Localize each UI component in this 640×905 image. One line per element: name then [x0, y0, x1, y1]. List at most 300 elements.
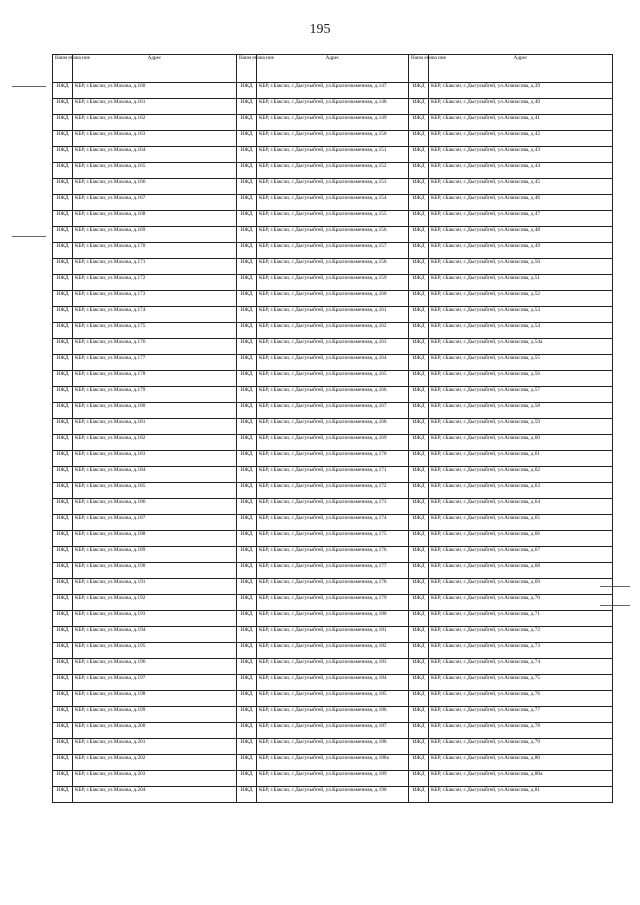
building-type-cell: ИЖД	[237, 163, 257, 179]
table-row	[53, 275, 613, 291]
address-cell: КБР, г.Баксан, с.Дыгулыбгей, ул.Краснознаменная, д.151	[257, 147, 409, 163]
building-type-cell: ИЖД	[409, 307, 429, 323]
building-type-cell: ИЖД	[409, 355, 429, 371]
building-type-cell: ИЖД	[237, 435, 257, 451]
address-cell: КБР, г.Баксан, ул.Махова, д.179	[73, 387, 237, 403]
address-cell: КБР, г.Баксан, ул.Махова, д.186	[73, 499, 237, 515]
building-type-cell: ИЖД	[53, 483, 73, 499]
building-type-cell: ИЖД	[53, 387, 73, 403]
table-row	[53, 723, 613, 739]
building-type-cell: ИЖД	[409, 387, 429, 403]
building-type-cell: ИЖД	[409, 83, 429, 99]
address-cell: КБР, г.Баксан, с.Дыгулыбгей, ул.Апанасова, д.80а	[429, 771, 613, 787]
type-header: Наим енова ние	[409, 55, 429, 83]
address-cell: КБР, г.Баксан, с.Дыгулыбгей, ул.Апанасова, д.58	[429, 403, 613, 419]
building-type-cell: ИЖД	[237, 675, 257, 691]
address-cell: КБР, г.Баксан, с.Дыгулыбгей, ул.Краснознаменная, д.152	[257, 163, 409, 179]
building-type-cell: ИЖД	[53, 723, 73, 739]
building-type-cell: ИЖД	[237, 307, 257, 323]
address-cell: КБР, г.Баксан, ул.Махова, д.172	[73, 275, 237, 291]
address-cell: КБР, г.Баксан, с.Дыгулыбгей, ул.Апанасова, д.60	[429, 435, 613, 451]
building-type-cell: ИЖД	[409, 403, 429, 419]
building-type-cell: ИЖД	[237, 611, 257, 627]
address-cell: КБР, г.Баксан, с.Дыгулыбгей, ул.Краснознаменная, д.178	[257, 579, 409, 595]
building-type-cell: ИЖД	[237, 467, 257, 483]
address-cell: КБР, г.Баксан, с.Дыгулыбгей, ул.Краснознаменная, д.159	[257, 275, 409, 291]
address-cell: КБР, г.Баксан, ул.Махова, д.203	[73, 771, 237, 787]
address-cell: КБР, г.Баксан, с.Дыгулыбгей, ул.Краснознаменная, д.157	[257, 243, 409, 259]
address-cell: КБР, г.Баксан, ул.Махова, д.192	[73, 595, 237, 611]
address-cell: КБР, г.Баксан, с.Дыгулыбгей, ул.Краснознаменная, д.181	[257, 627, 409, 643]
address-cell: КБР, г.Баксан, ул.Махова, д.166	[73, 179, 237, 195]
building-type-cell: ИЖД	[409, 259, 429, 275]
table-row	[53, 787, 613, 803]
building-type-cell: ИЖД	[237, 499, 257, 515]
address-cell: КБР, г.Баксан, с.Дыгулыбгей, ул.Краснознаменная, д.188	[257, 739, 409, 755]
address-cell: КБР, г.Баксан, с.Дыгулыбгей, ул.Апанасова, д.62	[429, 467, 613, 483]
address-cell: КБР, г.Баксан, ул.Махова, д.200	[73, 723, 237, 739]
address-cell: КБР, г.Баксан, с.Дыгулыбгей, ул.Апанасова, д.69	[429, 579, 613, 595]
building-type-cell: ИЖД	[237, 371, 257, 387]
building-type-cell: ИЖД	[237, 579, 257, 595]
address-cell: КБР, г.Баксан, с.Дыгулыбгей, ул.Краснознаменная, д.187	[257, 723, 409, 739]
building-type-cell: ИЖД	[237, 659, 257, 675]
address-cell: КБР, г.Баксан, ул.Махова, д.195	[73, 643, 237, 659]
building-type-cell: ИЖД	[53, 627, 73, 643]
building-type-cell: ИЖД	[53, 451, 73, 467]
address-cell: КБР, г.Баксан, с.Дыгулыбгей, ул.Краснознаменная, д.153	[257, 179, 409, 195]
table-row	[53, 643, 613, 659]
type-header: Наим енова ние	[53, 55, 73, 83]
building-type-cell: ИЖД	[409, 227, 429, 243]
table-row	[53, 179, 613, 195]
address-cell: КБР, г.Баксан, с.Дыгулыбгей, ул.Апанасова, д.43	[429, 147, 613, 163]
building-type-cell: ИЖД	[237, 259, 257, 275]
building-type-cell: ИЖД	[237, 787, 257, 803]
table-row	[53, 83, 613, 99]
building-type-cell: ИЖД	[409, 691, 429, 707]
building-type-cell: ИЖД	[409, 611, 429, 627]
table-row	[53, 579, 613, 595]
building-type-cell: ИЖД	[237, 547, 257, 563]
address-cell: КБР, г.Баксан, с.Дыгулыбгей, ул.Краснознаменная, д.179	[257, 595, 409, 611]
address-cell: КБР, г.Баксан, ул.Махова, д.164	[73, 147, 237, 163]
page-number: 195	[309, 22, 331, 37]
building-type-cell: ИЖД	[53, 243, 73, 259]
building-type-cell: ИЖД	[237, 707, 257, 723]
building-type-cell: ИЖД	[53, 371, 73, 387]
address-cell: КБР, г.Баксан, ул.Махова, д.180	[73, 403, 237, 419]
building-type-cell: ИЖД	[53, 643, 73, 659]
address-cell: КБР, г.Баксан, с.Дыгулыбгей, ул.Краснознаменная, д.162	[257, 323, 409, 339]
building-type-cell: ИЖД	[237, 115, 257, 131]
address-cell: КБР, г.Баксан, ул.Махова, д.176	[73, 339, 237, 355]
table-row	[53, 339, 613, 355]
address-cell: КБР, г.Баксан, с.Дыгулыбгей, ул.Апанасова, д.42	[429, 131, 613, 147]
building-type-cell: ИЖД	[409, 755, 429, 771]
building-type-cell: ИЖД	[237, 179, 257, 195]
address-cell: КБР, г.Баксан, с.Дыгулыбгей, ул.Апанасова, д.49	[429, 243, 613, 259]
building-type-cell: ИЖД	[53, 707, 73, 723]
address-cell: КБР, г.Баксан, с.Дыгулыбгей, ул.Апанасова, д.46	[429, 195, 613, 211]
address-cell: КБР, г.Баксан, с.Дыгулыбгей, ул.Краснознаменная, д.176	[257, 547, 409, 563]
table-row	[53, 227, 613, 243]
building-type-cell: ИЖД	[237, 563, 257, 579]
building-type-cell: ИЖД	[409, 371, 429, 387]
table-row	[53, 355, 613, 371]
address-cell: КБР, г.Баксан, ул.Махова, д.163	[73, 131, 237, 147]
address-cell: КБР, г.Баксан, ул.Махова, д.161	[73, 99, 237, 115]
building-type-cell: ИЖД	[409, 195, 429, 211]
building-type-cell: ИЖД	[409, 563, 429, 579]
address-cell: КБР, г.Баксан, с.Дыгулыбгей, ул.Краснознаменная, д.165	[257, 371, 409, 387]
address-cell: КБР, г.Баксан, ул.Махова, д.193	[73, 611, 237, 627]
address-cell: КБР, г.Баксан, с.Дыгулыбгей, ул.Краснознаменная, д.168	[257, 419, 409, 435]
address-cell: КБР, г.Баксан, с.Дыгулыбгей, ул.Апанасова, д.52	[429, 291, 613, 307]
table-row	[53, 467, 613, 483]
address-cell: КБР, г.Баксан, с.Дыгулыбгей, ул.Апанасова, д.50	[429, 259, 613, 275]
table-row	[53, 627, 613, 643]
building-type-cell: ИЖД	[237, 99, 257, 115]
building-type-cell: ИЖД	[237, 723, 257, 739]
address-cell: КБР, г.Баксан, с.Дыгулыбгей, ул.Апанасова, д.39	[429, 83, 613, 99]
building-type-cell: ИЖД	[53, 131, 73, 147]
building-type-cell: ИЖД	[409, 467, 429, 483]
address-cell: КБР, г.Баксан, с.Дыгулыбгей, ул.Краснознаменная, д.147	[257, 83, 409, 99]
building-type-cell: ИЖД	[53, 163, 73, 179]
table-row	[53, 707, 613, 723]
address-cell: КБР, г.Баксан, с.Дыгулыбгей, ул.Краснознаменная, д.167	[257, 403, 409, 419]
building-type-cell: ИЖД	[53, 179, 73, 195]
address-cell: КБР, г.Баксан, с.Дыгулыбгей, ул.Апанасова, д.72	[429, 627, 613, 643]
building-type-cell: ИЖД	[409, 627, 429, 643]
address-cell: КБР, г.Баксан, с.Дыгулыбгей, ул.Краснознаменная, д.188а	[257, 755, 409, 771]
address-cell: КБР, г.Баксан, ул.Махова, д.184	[73, 467, 237, 483]
building-type-cell: ИЖД	[53, 755, 73, 771]
table-row	[53, 163, 613, 179]
table-row	[53, 291, 613, 307]
building-type-cell: ИЖД	[409, 243, 429, 259]
address-cell: КБР, г.Баксан, с.Дыгулыбгей, ул.Краснознаменная, д.149	[257, 115, 409, 131]
table-row	[53, 739, 613, 755]
building-type-cell: ИЖД	[53, 547, 73, 563]
type-header: Наим енова ние	[237, 55, 257, 83]
address-cell: КБР, г.Баксан, ул.Махова, д.178	[73, 371, 237, 387]
building-type-cell: ИЖД	[409, 323, 429, 339]
building-type-cell: ИЖД	[237, 771, 257, 787]
table-row	[53, 195, 613, 211]
building-type-cell: ИЖД	[409, 211, 429, 227]
building-type-cell: ИЖД	[409, 675, 429, 691]
building-type-cell: ИЖД	[53, 675, 73, 691]
table-row	[53, 675, 613, 691]
table-row	[53, 243, 613, 259]
address-cell: КБР, г.Баксан, с.Дыгулыбгей, ул.Апанасова, д.70	[429, 595, 613, 611]
building-type-cell: ИЖД	[53, 195, 73, 211]
building-type-cell: ИЖД	[53, 739, 73, 755]
building-type-cell: ИЖД	[409, 707, 429, 723]
address-cell: КБР, г.Баксан, с.Дыгулыбгей, ул.Краснознаменная, д.171	[257, 467, 409, 483]
left-margin-mark	[12, 236, 46, 237]
building-type-cell: ИЖД	[53, 83, 73, 99]
address-cell: КБР, г.Баксан, ул.Махова, д.175	[73, 323, 237, 339]
address-cell: КБР, г.Баксан, с.Дыгулыбгей, ул.Краснознаменная, д.189	[257, 771, 409, 787]
address-cell: КБР, г.Баксан, с.Дыгулыбгей, ул.Краснознаменная, д.184	[257, 675, 409, 691]
building-type-cell: ИЖД	[237, 227, 257, 243]
address-cell: КБР, г.Баксан, с.Дыгулыбгей, ул.Краснознаменная, д.163	[257, 339, 409, 355]
address-cell: КБР, г.Баксан, ул.Махова, д.162	[73, 115, 237, 131]
building-type-cell: ИЖД	[409, 131, 429, 147]
address-cell: КБР, г.Баксан, с.Дыгулыбгей, ул.Краснознаменная, д.172	[257, 483, 409, 499]
address-cell: КБР, г.Баксан, ул.Махова, д.170	[73, 243, 237, 259]
address-cell: КБР, г.Баксан, с.Дыгулыбгей, ул.Краснознаменная, д.177	[257, 563, 409, 579]
building-type-cell: ИЖД	[53, 115, 73, 131]
address-cell: КБР, г.Баксан, с.Дыгулыбгей, ул.Апанасова, д.54	[429, 323, 613, 339]
address-cell: КБР, г.Баксан, с.Дыгулыбгей, ул.Апанасова, д.66	[429, 531, 613, 547]
building-type-cell: ИЖД	[237, 195, 257, 211]
table-row	[53, 563, 613, 579]
building-type-cell: ИЖД	[409, 531, 429, 547]
building-type-cell: ИЖД	[53, 227, 73, 243]
table-row	[53, 435, 613, 451]
building-type-cell: ИЖД	[237, 131, 257, 147]
address-cell: КБР, г.Баксан, с.Дыгулыбгей, ул.Краснознаменная, д.160	[257, 291, 409, 307]
building-type-cell: ИЖД	[237, 595, 257, 611]
table-header-row	[53, 55, 613, 83]
address-cell: КБР, г.Баксан, с.Дыгулыбгей, ул.Краснознаменная, д.164	[257, 355, 409, 371]
building-type-cell: ИЖД	[409, 179, 429, 195]
address-cell: КБР, г.Баксан, ул.Махова, д.160	[73, 83, 237, 99]
building-type-cell: ИЖД	[237, 755, 257, 771]
building-type-cell: ИЖД	[409, 579, 429, 595]
building-type-cell: ИЖД	[409, 723, 429, 739]
building-type-cell: ИЖД	[409, 771, 429, 787]
table-row	[53, 659, 613, 675]
address-cell: КБР, г.Баксан, ул.Махова, д.171	[73, 259, 237, 275]
table-row	[53, 387, 613, 403]
table-row	[53, 499, 613, 515]
building-type-cell: ИЖД	[237, 515, 257, 531]
building-type-cell: ИЖД	[53, 99, 73, 115]
address-cell: КБР, г.Баксан, ул.Махова, д.167	[73, 195, 237, 211]
building-type-cell: ИЖД	[237, 739, 257, 755]
address-cell: КБР, г.Баксан, ул.Махова, д.169	[73, 227, 237, 243]
building-type-cell: ИЖД	[237, 451, 257, 467]
address-cell: КБР, г.Баксан, с.Дыгулыбгей, ул.Апанасова, д.74	[429, 659, 613, 675]
building-type-cell: ИЖД	[53, 563, 73, 579]
building-type-cell: ИЖД	[409, 787, 429, 803]
address-cell: КБР, г.Баксан, с.Дыгулыбгей, ул.Краснознаменная, д.169	[257, 435, 409, 451]
address-cell: КБР, г.Баксан, с.Дыгулыбгей, ул.Краснознаменная, д.174	[257, 515, 409, 531]
address-cell: КБР, г.Баксан, с.Дыгулыбгей, ул.Апанасова, д.45	[429, 179, 613, 195]
address-cell: КБР, г.Баксан, с.Дыгулыбгей, ул.Апанасова, д.67	[429, 547, 613, 563]
address-cell: КБР, г.Баксан, с.Дыгулыбгей, ул.Апанасова, д.81	[429, 787, 613, 803]
table-row	[53, 307, 613, 323]
address-cell: КБР, г.Баксан, с.Дыгулыбгей, ул.Апанасова, д.79	[429, 739, 613, 755]
building-type-cell: ИЖД	[237, 275, 257, 291]
building-type-cell: ИЖД	[409, 499, 429, 515]
address-cell: КБР, г.Баксан, ул.Махова, д.197	[73, 675, 237, 691]
building-type-cell: ИЖД	[53, 531, 73, 547]
address-cell: КБР, г.Баксан, ул.Махова, д.201	[73, 739, 237, 755]
table-row	[53, 451, 613, 467]
building-type-cell: ИЖД	[409, 339, 429, 355]
building-type-cell: ИЖД	[409, 547, 429, 563]
address-cell: КБР, г.Баксан, ул.Махова, д.173	[73, 291, 237, 307]
building-type-cell: ИЖД	[237, 419, 257, 435]
building-type-cell: ИЖД	[409, 451, 429, 467]
building-type-cell: ИЖД	[409, 659, 429, 675]
address-cell: КБР, г.Баксан, с.Дыгулыбгей, ул.Краснознаменная, д.190	[257, 787, 409, 803]
address-cell: КБР, г.Баксан, с.Дыгулыбгей, ул.Апанасова, д.80	[429, 755, 613, 771]
table-row	[53, 323, 613, 339]
building-type-cell: ИЖД	[409, 595, 429, 611]
building-type-cell: ИЖД	[53, 339, 73, 355]
address-cell: КБР, г.Баксан, ул.Махова, д.190	[73, 563, 237, 579]
address-cell: КБР, г.Баксан, с.Дыгулыбгей, ул.Краснознаменная, д.185	[257, 691, 409, 707]
address-cell: КБР, г.Баксан, с.Дыгулыбгей, ул.Краснознаменная, д.148	[257, 99, 409, 115]
address-cell: КБР, г.Баксан, с.Дыгулыбгей, ул.Апанасова, д.57	[429, 387, 613, 403]
building-type-cell: ИЖД	[53, 275, 73, 291]
building-type-cell: ИЖД	[409, 275, 429, 291]
building-type-cell: ИЖД	[53, 579, 73, 595]
address-header: Адрес	[73, 55, 237, 83]
building-type-cell: ИЖД	[53, 691, 73, 707]
building-type-cell: ИЖД	[409, 163, 429, 179]
building-type-cell: ИЖД	[409, 291, 429, 307]
table-row	[53, 483, 613, 499]
address-header: Адрес	[429, 55, 613, 83]
building-type-cell: ИЖД	[53, 787, 73, 803]
address-cell: КБР, г.Баксан, с.Дыгулыбгей, ул.Апанасова, д.48	[429, 227, 613, 243]
building-type-cell: ИЖД	[409, 483, 429, 499]
address-cell: КБР, г.Баксан, с.Дыгулыбгей, ул.Апанасова, д.71	[429, 611, 613, 627]
table-row	[53, 259, 613, 275]
address-cell: КБР, г.Баксан, ул.Махова, д.185	[73, 483, 237, 499]
address-cell: КБР, г.Баксан, ул.Махова, д.189	[73, 547, 237, 563]
table-row	[53, 611, 613, 627]
building-type-cell: ИЖД	[237, 339, 257, 355]
building-type-cell: ИЖД	[53, 659, 73, 675]
address-cell: КБР, г.Баксан, с.Дыгулыбгей, ул.Апанасова, д.65	[429, 515, 613, 531]
table-row	[53, 531, 613, 547]
building-type-cell: ИЖД	[53, 307, 73, 323]
address-cell: КБР, г.Баксан, ул.Махова, д.187	[73, 515, 237, 531]
address-cell: КБР, г.Баксан, с.Дыгулыбгей, ул.Апанасова, д.54а	[429, 339, 613, 355]
building-type-cell: ИЖД	[53, 211, 73, 227]
building-type-cell: ИЖД	[53, 467, 73, 483]
table-row	[53, 595, 613, 611]
building-type-cell: ИЖД	[237, 691, 257, 707]
address-cell: КБР, г.Баксан, с.Дыгулыбгей, ул.Апанасова, д.40	[429, 99, 613, 115]
address-cell: КБР, г.Баксан, с.Дыгулыбгей, ул.Апанасова, д.41	[429, 115, 613, 131]
table-row	[53, 99, 613, 115]
building-type-cell: ИЖД	[53, 403, 73, 419]
building-type-cell: ИЖД	[237, 531, 257, 547]
table-row	[53, 419, 613, 435]
building-type-cell: ИЖД	[409, 515, 429, 531]
table-row	[53, 515, 613, 531]
left-margin-mark	[12, 86, 46, 87]
address-cell: КБР, г.Баксан, с.Дыгулыбгей, ул.Апанасова, д.63	[429, 483, 613, 499]
address-cell: КБР, г.Баксан, с.Дыгулыбгей, ул.Апанасова, д.61	[429, 451, 613, 467]
building-type-cell: ИЖД	[53, 611, 73, 627]
building-type-cell: ИЖД	[409, 147, 429, 163]
address-cell: КБР, г.Баксан, с.Дыгулыбгей, ул.Апанасова, д.73	[429, 643, 613, 659]
address-cell: КБР, г.Баксан, ул.Махова, д.183	[73, 451, 237, 467]
building-type-cell: ИЖД	[53, 771, 73, 787]
table-row	[53, 211, 613, 227]
address-cell: КБР, г.Баксан, с.Дыгулыбгей, ул.Краснознаменная, д.175	[257, 531, 409, 547]
address-cell: КБР, г.Баксан, с.Дыгулыбгей, ул.Краснознаменная, д.161	[257, 307, 409, 323]
table-row	[53, 691, 613, 707]
table-row	[53, 371, 613, 387]
building-type-cell: ИЖД	[53, 419, 73, 435]
address-cell: КБР, г.Баксан, с.Дыгулыбгей, ул.Апанасова, д.55	[429, 355, 613, 371]
building-type-cell: ИЖД	[237, 643, 257, 659]
address-cell: КБР, г.Баксан, с.Дыгулыбгей, ул.Краснознаменная, д.155	[257, 211, 409, 227]
address-cell: КБР, г.Баксан, ул.Махова, д.177	[73, 355, 237, 371]
address-cell: КБР, г.Баксан, с.Дыгулыбгей, ул.Апанасова, д.51	[429, 275, 613, 291]
address-cell: КБР, г.Баксан, ул.Махова, д.181	[73, 419, 237, 435]
address-cell: КБР, г.Баксан, с.Дыгулыбгей, ул.Краснознаменная, д.180	[257, 611, 409, 627]
address-cell: КБР, г.Баксан, с.Дыгулыбгей, ул.Краснознаменная, д.166	[257, 387, 409, 403]
building-type-cell: ИЖД	[237, 291, 257, 307]
address-cell: КБР, г.Баксан, с.Дыгулыбгей, ул.Апанасова, д.64	[429, 499, 613, 515]
building-type-cell: ИЖД	[53, 595, 73, 611]
building-type-cell: ИЖД	[409, 419, 429, 435]
address-cell: КБР, г.Баксан, с.Дыгулыбгей, ул.Апанасова, д.47	[429, 211, 613, 227]
table-row	[53, 115, 613, 131]
building-type-cell: ИЖД	[53, 355, 73, 371]
address-cell: КБР, г.Баксан, с.Дыгулыбгей, ул.Краснознаменная, д.170	[257, 451, 409, 467]
table-row	[53, 547, 613, 563]
address-cell: КБР, г.Баксан, с.Дыгулыбгей, ул.Краснознаменная, д.182	[257, 643, 409, 659]
address-cell: КБР, г.Баксан, с.Дыгулыбгей, ул.Краснознаменная, д.150	[257, 131, 409, 147]
building-type-cell: ИЖД	[53, 259, 73, 275]
address-cell: КБР, г.Баксан, с.Дыгулыбгей, ул.Краснознаменная, д.186	[257, 707, 409, 723]
building-type-cell: ИЖД	[237, 403, 257, 419]
building-type-cell: ИЖД	[237, 483, 257, 499]
address-cell: КБР, г.Баксан, с.Дыгулыбгей, ул.Апанасова, д.76	[429, 691, 613, 707]
address-cell: КБР, г.Баксан, ул.Махова, д.202	[73, 755, 237, 771]
building-type-cell: ИЖД	[53, 291, 73, 307]
address-cell: КБР, г.Баксан, с.Дыгулыбгей, ул.Апанасова, д.75	[429, 675, 613, 691]
address-cell: КБР, г.Баксан, ул.Махова, д.182	[73, 435, 237, 451]
address-cell: КБР, г.Баксан, с.Дыгулыбгей, ул.Краснознаменная, д.156	[257, 227, 409, 243]
table-row	[53, 131, 613, 147]
address-cell: КБР, г.Баксан, с.Дыгулыбгей, ул.Апанасова, д.56	[429, 371, 613, 387]
address-cell: КБР, г.Баксан, ул.Махова, д.199	[73, 707, 237, 723]
table-row	[53, 771, 613, 787]
table-row	[53, 755, 613, 771]
building-type-cell: ИЖД	[237, 243, 257, 259]
address-table	[52, 54, 613, 803]
address-cell: КБР, г.Баксан, с.Дыгулыбгей, ул.Краснознаменная, д.173	[257, 499, 409, 515]
table-row	[53, 147, 613, 163]
building-type-cell: ИЖД	[53, 323, 73, 339]
address-cell: КБР, г.Баксан, ул.Махова, д.174	[73, 307, 237, 323]
building-type-cell: ИЖД	[237, 147, 257, 163]
building-type-cell: ИЖД	[237, 387, 257, 403]
building-type-cell: ИЖД	[237, 627, 257, 643]
address-cell: КБР, г.Баксан, с.Дыгулыбгей, ул.Краснознаменная, д.183	[257, 659, 409, 675]
building-type-cell: ИЖД	[53, 499, 73, 515]
building-type-cell: ИЖД	[409, 739, 429, 755]
building-type-cell: ИЖД	[237, 355, 257, 371]
building-type-cell: ИЖД	[237, 83, 257, 99]
building-type-cell: ИЖД	[409, 643, 429, 659]
